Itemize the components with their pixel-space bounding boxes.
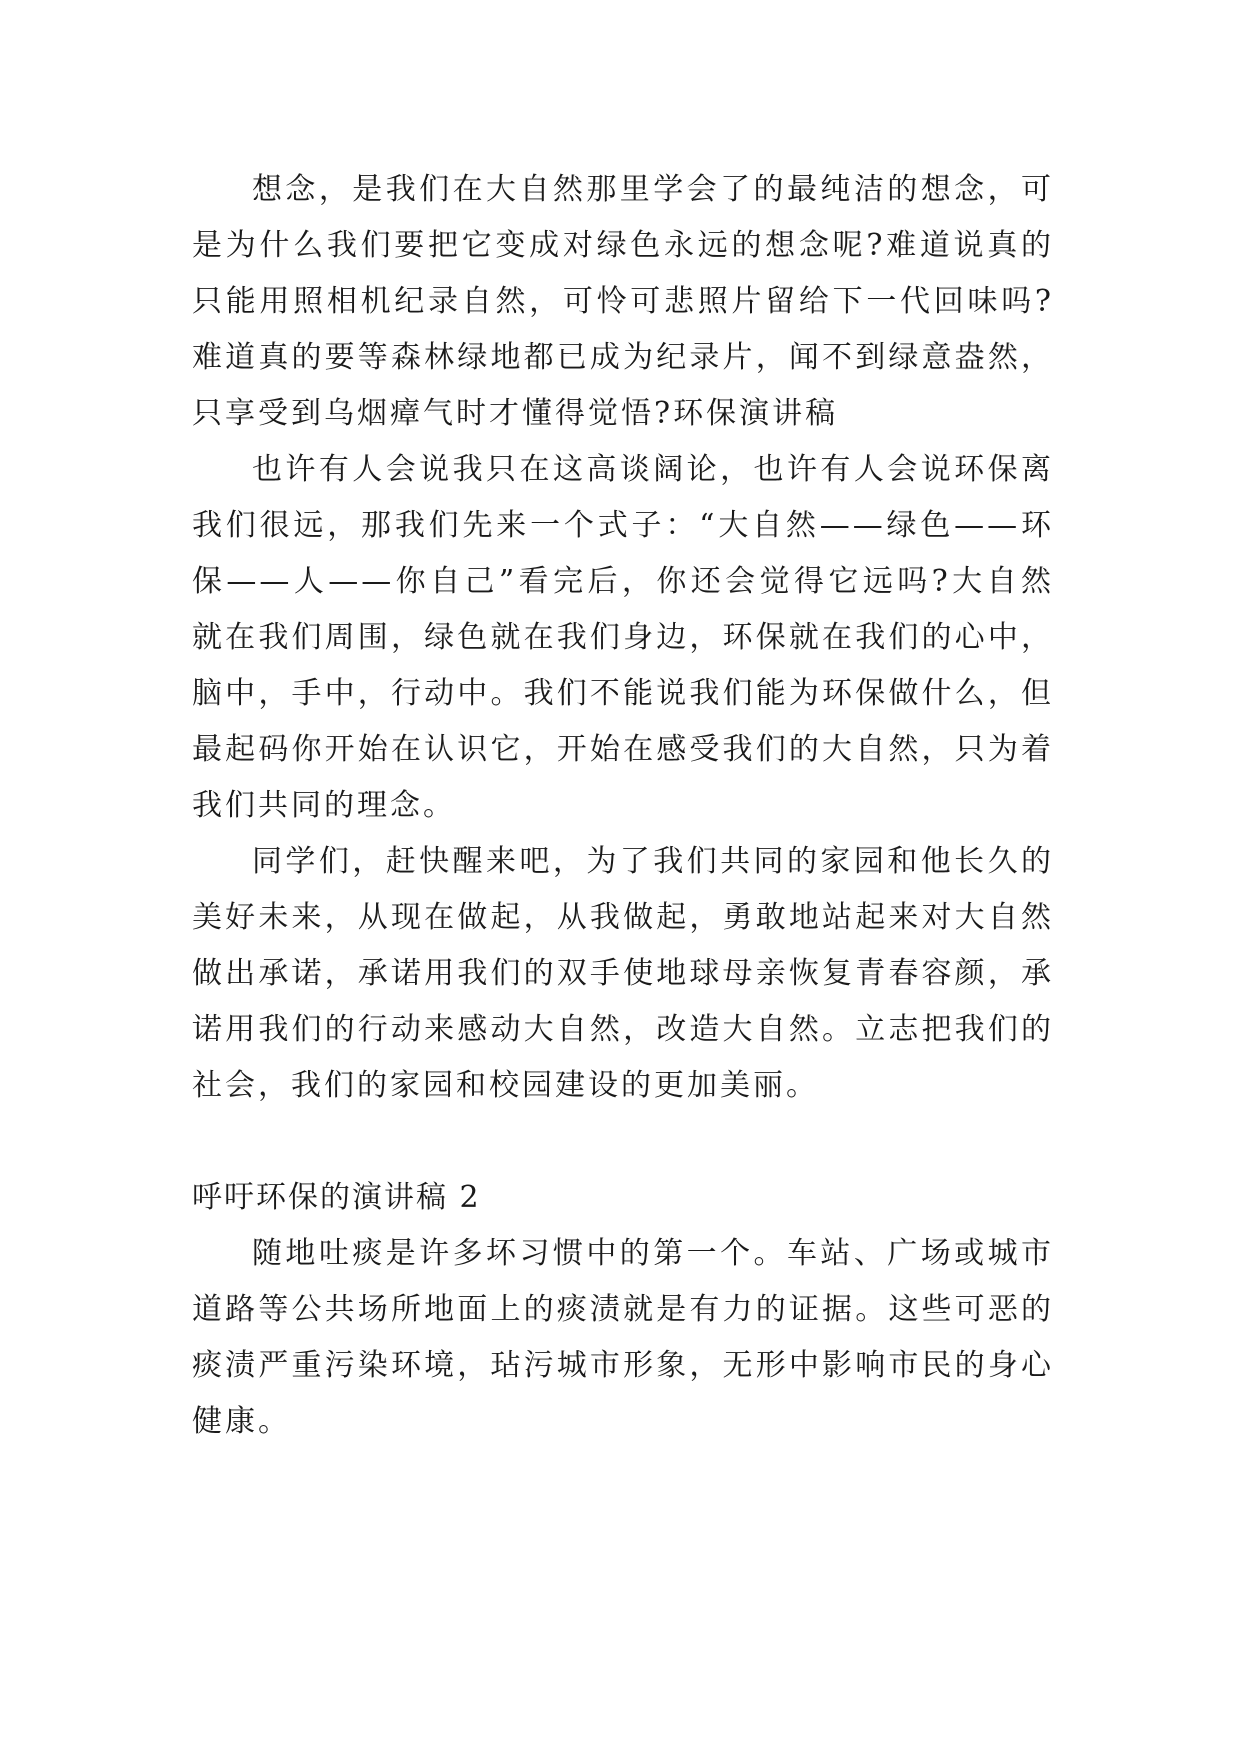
document-body — [192, 162, 1054, 1450]
paragraph-missing-nature: 想念，是我们在大自然那里学会了的最纯洁的想念，可是为什么我们要把它变成对绿色永远的想念呢?难道说真的只能用照相机纪录自然，可怜可悲照片留给下一代回味吗?难道真的要等森林绿地都已成为纪录片，闻不到绿意盎然，只享受到乌烟瘴气时才懂得觉悟?环保演讲稿 — [192, 172, 1054, 431]
section-heading: 呼吁环保的演讲稿 2 — [192, 1180, 481, 1215]
paragraph-spitting: 随地吐痰是许多坏习惯中的第一个。车站、广场或城市道路等公共场所地面上的痰渍就是有力的证据。这些可恶的痰渍严重污染环境，玷污城市形象，无形中影响市民的身心健康。 — [192, 1236, 1054, 1439]
paragraph-call-to-action: 同学们，赶快醒来吧，为了我们共同的家园和他长久的美好未来，从现在做起，从我做起，勇敢地站起来对大自然做出承诺，承诺用我们的双手使地球母亲恢复青春容颜，承诺用我们的行动来感动大自然，改造大自然。立志把我们的社会，我们的家园和校园建设的更加美丽。 — [192, 844, 1054, 1103]
paragraph-environment-close: 也许有人会说我只在这高谈阔论，也许有人会说环保离我们很远，那我们先来一个式子：“大自然——绿色——环保——人——你自己”看完后，你还会觉得它远吗?大自然就在我们周围，绿色就在我们身边，环保就在我们的心中，脑中，手中，行动中。我们不能说我们能为环保做什么，但最起码你开始在认识它，开始在感受我们的大自然，只为着我们共同的理念。 — [192, 452, 1054, 823]
